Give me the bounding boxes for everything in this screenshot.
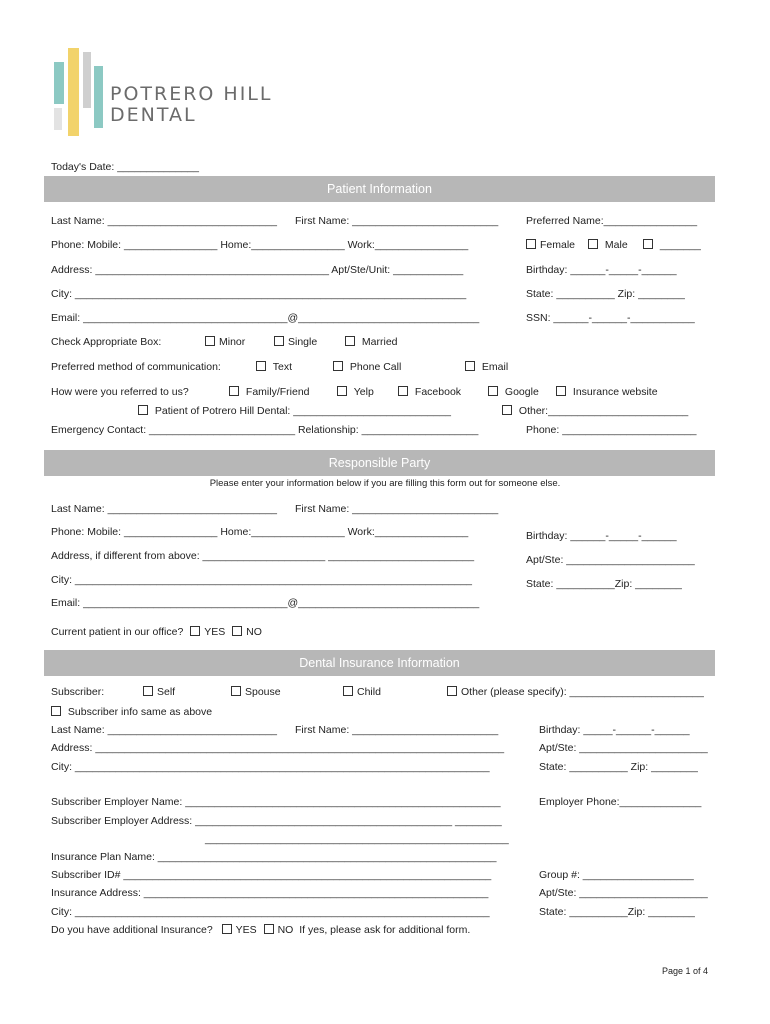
subscriber-spouse-option[interactable] [231, 686, 281, 698]
ins-first-name-field[interactable]: First Name: _________________________ [295, 724, 499, 736]
family-label: Family/Friend [245, 386, 310, 398]
email-checkbox[interactable] [465, 361, 475, 371]
child-checkbox[interactable] [343, 686, 353, 696]
insurance-city-field[interactable]: City: _______________________________________________________________________ [51, 906, 490, 918]
comm-text-option[interactable] [256, 361, 292, 373]
gender-female-option[interactable] [526, 239, 575, 251]
logo-bar-yellow [68, 48, 79, 136]
ref-other-option[interactable] [502, 405, 688, 417]
patient-of-checkbox[interactable] [138, 405, 148, 415]
ins-city-field[interactable]: City: _______________________________________________________________________ [51, 761, 490, 773]
plan-name-field[interactable]: Insurance Plan Name: __________________________________________________________ [51, 851, 497, 863]
logo-text-line1: POTRERO HILL [110, 83, 273, 105]
self-label: Self [157, 686, 176, 698]
logo-text-line2: DENTAL [110, 104, 197, 126]
child-label: Child [357, 686, 381, 698]
ref-family-option[interactable] [229, 386, 310, 398]
logo-bar-grey-2 [54, 108, 62, 130]
status-married-option[interactable] [345, 336, 398, 348]
ins-address-field[interactable]: Address: ______________________________________________________________________ [51, 742, 505, 754]
additional-no-checkbox[interactable] [264, 924, 274, 934]
additional-insurance-question [51, 924, 470, 936]
comm-email-option[interactable] [465, 361, 508, 373]
current-patient-question [51, 626, 262, 638]
logo-bar-teal-2 [94, 66, 103, 128]
patient-city-field[interactable]: City: ___________________________________________________________________ [51, 288, 467, 300]
responsible-instruction: Please enter your information below if you are filling this form out for someone else. [209, 478, 561, 489]
patient-of-label: Patient of Potrero Hill Dental: ___________________________ [154, 405, 451, 417]
text-checkbox[interactable] [256, 361, 266, 371]
single-checkbox[interactable] [274, 336, 284, 346]
logo-bar-grey-1 [83, 52, 91, 108]
married-checkbox[interactable] [345, 336, 355, 346]
same-as-above-option[interactable] [51, 706, 212, 718]
married-label: Married [361, 336, 398, 348]
emergency-phone-field[interactable]: Phone: _______________________ [526, 424, 697, 436]
ref-patient-of-option[interactable] [138, 405, 451, 417]
patient-address-field[interactable]: Address: ________________________________________ Apt/Ste/Unit: ____________ [51, 264, 464, 276]
employer-address-line2[interactable]: ____________________________________________________ [205, 833, 509, 845]
insurance-apt-field[interactable]: Apt/Ste: ______________________ [539, 887, 708, 899]
patient-last-name-field[interactable]: Last Name: _____________________________ [51, 215, 277, 227]
insurance-address-field[interactable]: Insurance Address: ___________________________________________________________ [51, 887, 489, 899]
spouse-label: Spouse [245, 686, 281, 698]
ins-last-name-field[interactable]: Last Name: _____________________________ [51, 724, 277, 736]
subscriber-other-label: Other (please specify): _______________________ [461, 686, 704, 698]
resp-state-zip-field[interactable]: State: __________Zip: ________ [526, 578, 682, 590]
female-checkbox[interactable] [526, 239, 536, 249]
gender-other-line: _______ [659, 239, 701, 251]
additional-insurance-label: Do you have additional Insurance? [51, 924, 213, 936]
spouse-checkbox[interactable] [231, 686, 241, 696]
ref-google-option[interactable] [488, 386, 539, 398]
minor-label: Minor [219, 336, 246, 348]
insurance-state-zip-field[interactable]: State: __________Zip: ________ [539, 906, 695, 918]
logo-bar-teal-1 [54, 62, 64, 104]
gender-other-option[interactable] [643, 239, 701, 251]
male-label: Male [604, 239, 628, 251]
additional-yes-label: YES [235, 924, 257, 936]
ref-yelp-option[interactable] [337, 386, 374, 398]
comm-phone-option[interactable] [333, 361, 401, 373]
resp-email-field[interactable]: Email: ___________________________________@_______________________________ [51, 597, 480, 609]
google-checkbox[interactable] [488, 386, 498, 396]
subscriber-self-option[interactable] [143, 686, 175, 698]
check-box-label: Check Appropriate Box: [51, 336, 162, 348]
self-checkbox[interactable] [143, 686, 153, 696]
emergency-contact-field[interactable]: Emergency Contact: _________________________ Relationship: ____________________ [51, 424, 479, 436]
patient-phone-fields[interactable]: Phone: Mobile: ________________ Home:________________ Work:________________ [51, 239, 469, 251]
yelp-label: Yelp [353, 386, 374, 398]
resp-phone-fields[interactable]: Phone: Mobile: ________________ Home:________________ Work:________________ [51, 526, 469, 538]
male-checkbox[interactable] [588, 239, 598, 249]
status-single-option[interactable] [274, 336, 317, 348]
facebook-label: Facebook [414, 386, 462, 398]
ins-birthday-field[interactable]: Birthday: _____-______-______ [539, 724, 690, 736]
group-number-field[interactable]: Group #: ___________________ [539, 869, 694, 881]
page-number: Page 1 of 4 [662, 966, 709, 976]
resp-birthday-field[interactable]: Birthday: ______-_____-______ [526, 530, 677, 542]
google-label: Google [504, 386, 539, 398]
additional-if-yes-note: If yes, please ask for additional form. [299, 924, 471, 936]
current-patient-no-label: NO [246, 626, 262, 638]
current-patient-yes-checkbox[interactable] [190, 626, 200, 636]
responsible-party-header: Responsible Party [44, 450, 715, 476]
additional-yes-checkbox[interactable] [222, 924, 232, 934]
todays-date-field[interactable]: Today's Date: ______________ [51, 161, 199, 173]
resp-city-field[interactable]: City: ____________________________________________________________________ [51, 574, 473, 586]
patient-state-zip-field[interactable]: State: __________ Zip: ________ [526, 288, 685, 300]
same-as-above-checkbox[interactable] [51, 706, 61, 716]
family-checkbox[interactable] [229, 386, 239, 396]
subscriber-label: Subscriber: [51, 686, 105, 698]
subscriber-other-option[interactable] [447, 686, 704, 698]
ins-state-zip-field[interactable]: State: __________ Zip: ________ [539, 761, 698, 773]
single-label: Single [288, 336, 318, 348]
insurance-website-checkbox[interactable] [556, 386, 566, 396]
additional-no-label: NO [277, 924, 294, 936]
patient-info-header: Patient Information [44, 176, 715, 202]
yelp-checkbox[interactable] [337, 386, 347, 396]
ref-facebook-option[interactable] [398, 386, 461, 398]
phone-call-label: Phone Call [349, 361, 402, 373]
minor-checkbox[interactable] [205, 336, 215, 346]
patient-birthday-field[interactable]: Birthday: ______-_____-______ [526, 264, 677, 276]
ref-other-label: Other:________________________ [518, 405, 689, 417]
patient-preferred-name-field[interactable]: Preferred Name:________________ [526, 215, 698, 227]
current-patient-no-checkbox[interactable] [232, 626, 242, 636]
employer-name-field[interactable]: Subscriber Employer Name: ______________________________________________________ [51, 796, 501, 808]
facebook-checkbox[interactable] [398, 386, 408, 396]
ins-apt-field[interactable]: Apt/Ste: ______________________ [539, 742, 708, 754]
patient-ssn-field[interactable]: SSN: ______-______-___________ [526, 312, 695, 324]
female-label: Female [540, 239, 576, 251]
resp-last-name-field[interactable]: Last Name: _____________________________ [51, 503, 277, 515]
subscriber-other-checkbox[interactable] [447, 686, 457, 696]
insurance-info-header: Dental Insurance Information [44, 650, 715, 676]
current-patient-label: Current patient in our office? [51, 626, 184, 638]
resp-first-name-field[interactable]: First Name: _________________________ [295, 503, 499, 515]
insurance-website-label: Insurance website [572, 386, 658, 398]
same-as-above-label: Subscriber info same as above [67, 706, 213, 718]
employer-phone-field[interactable]: Employer Phone:______________ [539, 796, 702, 808]
employer-address-field[interactable]: Subscriber Employer Address: ____________________________________________ ________ [51, 815, 502, 827]
referred-label: How were you referred to us? [51, 386, 189, 398]
email-label: Email [481, 361, 509, 373]
gender-other-checkbox[interactable] [643, 239, 653, 249]
subscriber-id-field[interactable]: Subscriber ID# _______________________________________________________________ [51, 869, 492, 881]
patient-email-field[interactable]: Email: ___________________________________@_______________________________ [51, 312, 480, 324]
ref-insurance-website-option[interactable] [556, 386, 658, 398]
gender-male-option[interactable] [588, 239, 628, 251]
preferred-communication-label: Preferred method of communication: [51, 361, 221, 373]
current-patient-yes-label: YES [204, 626, 226, 638]
status-minor-option[interactable] [205, 336, 245, 348]
phone-call-checkbox[interactable] [333, 361, 343, 371]
patient-first-name-field[interactable]: First Name: _________________________ [295, 215, 499, 227]
resp-address-field[interactable]: Address, if different from above: _____________________ _________________________ [51, 550, 475, 562]
text-label: Text [272, 361, 292, 373]
resp-apt-field[interactable]: Apt/Ste: ______________________ [526, 554, 695, 566]
ref-other-checkbox[interactable] [502, 405, 512, 415]
subscriber-child-option[interactable] [343, 686, 381, 698]
